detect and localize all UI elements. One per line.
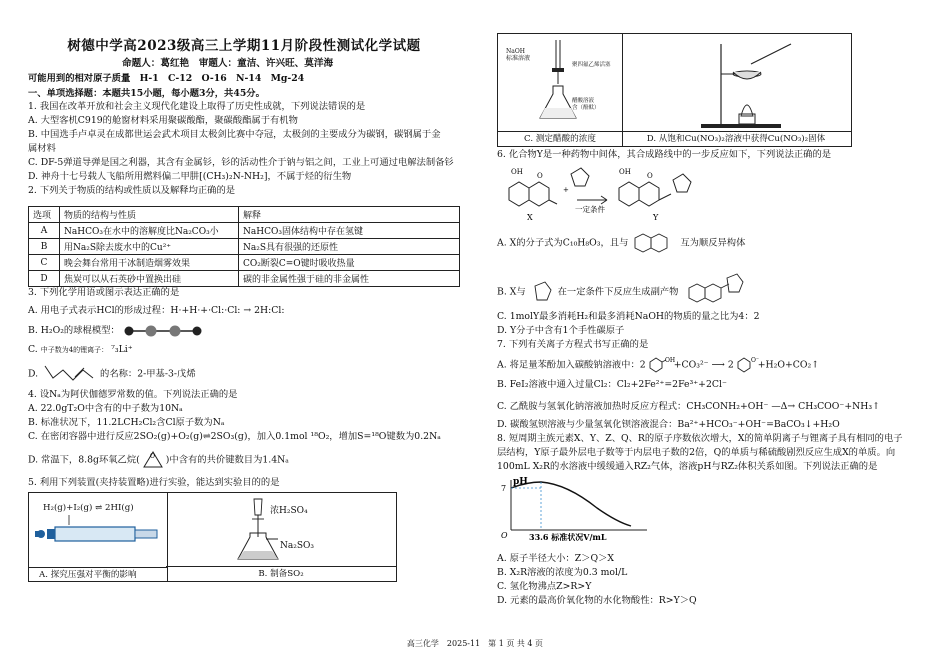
phenoxide-icon (734, 356, 758, 374)
table-cell: NaHCO₃固体结构中存在氢键 (239, 223, 460, 239)
graph-7-label: 7 (501, 484, 507, 493)
q1-option-c: C. DF-5弹道导弹是国之利器，其含有金属钐，钐的活动性介于钠与铝之间，工业上可通过电解法制备钐 (28, 157, 454, 168)
svg-text:OH: OH (664, 357, 675, 364)
svg-text:OH: OH (619, 168, 631, 176)
table-cell: NaHCO₃在水中的溶解度比Na₂CO₃小 (60, 223, 239, 239)
authors-line: 命题人：葛红艳 审题人：童洁、许兴旺、莫洋海 (122, 58, 334, 69)
svg-text:O: O (149, 453, 155, 460)
table-row (29, 271, 460, 287)
q8-option-b: B. X₂R溶液的浓度为0.3 mol/L (497, 567, 628, 578)
table-cell: C (29, 255, 60, 271)
q8-option-d: D. 元素的最高价氧化物的水化物酸性：R>Y＞Q (497, 595, 697, 606)
evaporation-apparatus-icon (621, 34, 851, 130)
q7-option-a-post: +H₂O+CO₂↑ (757, 359, 820, 371)
table-cell: B (29, 239, 60, 255)
q4-option-c: C. 在密闭容器中进行反应2SO₂(g)+O₂(g)⇌2SO₃(g)，加入0.1mol ¹⁸O₂，增加S=¹⁸O键数为0.2Nₐ (28, 431, 441, 442)
q3-option-c-row (28, 344, 133, 355)
table-cell: CO₂断裂C=O键时吸收热量 (239, 255, 460, 271)
q8-stem-2: 层结构，Y原子最外层电子数等于内层电子数的2倍，Q的单质与稀硫酸剧烈反应生成X的单质。向 (497, 447, 896, 458)
q6-condition: 一定条件 (575, 205, 605, 214)
epoxide-icon (140, 450, 166, 470)
q5-b-bottom-label: Na₂SO₃ (280, 541, 315, 551)
q5-b-caption: B. 制备SO₂ (166, 566, 396, 581)
q7-option-a-pre: A. 将足量苯酚加入碳酸钠溶液中：2 (497, 359, 646, 371)
q6-option-c: C. 1molY最多消耗H₂和最多消耗NaOH的物质的量之比为4：2 (497, 311, 760, 322)
table-cell: 焦炭可以从石英砂中置换出硅 (60, 271, 239, 287)
q8-stem-1: 8. 短周期主族元素X、Y、Z、Q、R的原子序数依次增大，X的简单阴离子与锂离子具有相同的电子 (497, 433, 903, 444)
q2-header-explanation: 解释 (239, 207, 460, 223)
q5-figure-d (621, 33, 852, 147)
exam-title: 树德中学高2023级高三上学期11月阶段性测试化学试题 (67, 38, 421, 54)
table-cell: 晚会舞台常用干冰制造烟雾效果 (60, 255, 239, 271)
table-row (29, 255, 460, 271)
table-cell: 碳的非金属性强于硅的非金属性 (239, 271, 460, 287)
q3-option-c-label: C. (28, 344, 38, 355)
q2-header-option: 选项 (29, 207, 60, 223)
q5-c-acid-1: 醋酸溶液 (572, 98, 595, 104)
table-cell: Na₂S具有很强的还原性 (239, 239, 460, 255)
q5-c-ptfe-label: 聚四氟乙烯活塞 (572, 62, 611, 68)
q7-option-a-mid: +CO₃²⁻ ⟶ 2 (673, 359, 734, 371)
q1-stem: 1. 我国在改革开放和社会主义现代化建设上取得了历史性成就，下列说法错误的是 (28, 101, 366, 112)
svg-text:O⁻: O⁻ (750, 357, 759, 364)
q2-header-property: 物质的结构与性质 (60, 207, 239, 223)
svg-text:OH: OH (511, 168, 523, 176)
q1-option-b-cont: 属材料 (28, 143, 56, 154)
byproduct-structure-icon (681, 270, 761, 314)
q6-reaction-scheme (497, 160, 857, 222)
page-footer: 高三化学 2025-11 第 1 页 共 4 页 (406, 639, 544, 648)
q8-stem-3: 100mL X₂R的水溶液中缓缓通入RZ₂气体，溶液pH与RZ₂体积关系如图。下列说法正确的是 (497, 461, 878, 472)
skeletal-formula-icon (41, 362, 97, 386)
q7-option-a-row (497, 356, 819, 374)
q3-option-d-row (28, 362, 196, 386)
q6-option-a-post: 互为顺反异构体 (680, 237, 746, 249)
q5-c-caption: C. 测定醋酸的浓度 (498, 131, 622, 146)
q2-stem: 2. 下列关于物质的结构或性质以及解释均正确的是 (28, 185, 236, 196)
q5-a-equation: H₂(g)+I₂(g) ⇌ 2HI(g) (43, 503, 134, 513)
q1-option-a: A. 大型客机C919的舱窗材料采用聚碳酸酯，聚碳酸酯属于有机物 (28, 115, 298, 126)
q6-option-d: D. Y分子中含有1个手性碳原子 (497, 325, 625, 336)
q6-option-a-pre: A. X的分子式为C₁₀H₈O₃，且与 (497, 237, 629, 249)
q4-option-a: A. 22.0gT₂O中含有的中子数为10Nₐ (28, 403, 183, 414)
graph-ph-label: pH (513, 477, 528, 487)
svg-text:O: O (537, 172, 543, 180)
section-heading: 一、单项选择题：本题共15小题，每小题3分，共45分。 (28, 88, 265, 99)
q6-option-a-row (497, 228, 745, 258)
graph-x-label: 33.6 标准状况V/mL (529, 532, 607, 542)
phenol-icon (646, 356, 674, 374)
q6-option-b-row (497, 270, 761, 314)
lactone-icon (529, 280, 555, 304)
q6-option-b-mid: 在一定条件下反应生成副产物 (557, 286, 679, 298)
q5-figure-b (166, 492, 397, 582)
q6-stem: 6. 化合物Y是一种药物中间体，其合成路线中的一步反应如下，下列说法正确的是 (497, 149, 832, 160)
svg-text:+: + (563, 186, 569, 194)
table-cell: 用Na₂S除去废水中的Cu²⁺ (60, 239, 239, 255)
q6-option-b-pre: B. X与 (497, 286, 526, 298)
q5-c-naoh-2: 标准溶液 (506, 55, 531, 62)
isomer-structure-icon (631, 228, 677, 258)
q4-option-d-row (28, 450, 289, 470)
q5-stem: 5. 利用下列装置(夹持装置略)进行实验，能达到实验目的的是 (28, 477, 280, 488)
q7-stem: 7. 下列有关离子方程式书写正确的是 (497, 339, 649, 350)
q8-ph-graph (497, 476, 667, 542)
q7-option-d: D. 碳酸氢钡溶液与少量氢氧化钡溶液混合：Ba²⁺+HCO₃⁻+OH⁻=BaCO₃↓+H₂O (497, 419, 840, 430)
q3-option-a: A. 用电子式表示HCl的形成过程：H·+H·+·Cl:·Cl: → 2H:Cl: (28, 305, 285, 316)
q3-option-c-symbol: ⁷₃Li⁺ (111, 344, 133, 355)
atomic-masses: 可能用到的相对原子质量 H-1 C-12 O-16 N-14 Mg-24 (28, 73, 305, 84)
q4-stem: 4. 设Nₐ为阿伏伽德罗常数的值。下列说法正确的是 (28, 389, 238, 400)
table-cell: D (29, 271, 60, 287)
q6-x-label: X (527, 213, 533, 222)
table-row (29, 239, 460, 255)
table-row (29, 223, 460, 239)
q4-option-d-pre: D. 常温下，8.8g环氧乙烷( (28, 454, 140, 466)
q5-c-acid-2: 含（酚酞） (572, 105, 600, 111)
q3-stem: 3. 下列化学用语或图示表达正确的是 (28, 287, 180, 298)
q5-d-caption: D. 从饱和Cu(NO₃)₂溶液中获得Cu(NO₃)₂固体 (621, 131, 851, 146)
q6-y-label: Y (653, 213, 659, 222)
q5-figure-a (28, 492, 168, 582)
graph-origin: O (501, 531, 508, 540)
ball-stick-model (123, 325, 203, 337)
q2-table-wrap (28, 206, 460, 287)
q5-c-naoh-1: NaOH (506, 48, 525, 55)
q3-option-d-text: 的名称：2-甲基-3-戊烯 (100, 368, 196, 380)
syringe-apparatus-icon (29, 511, 165, 571)
q5-figure-c (497, 33, 623, 147)
q1-option-d: D. 神舟十七号载人飞船所用燃料偏二甲肼[(CH₃)₂N-NH₂]，不属于烃的衍生物 (28, 171, 352, 182)
q2-table (28, 206, 460, 287)
q3-option-b-row (28, 322, 203, 337)
q5-b-top-label: 浓H₂SO₄ (270, 506, 308, 516)
q4-option-d-post: )中含有的共价键数目为1.4Nₐ (165, 454, 289, 466)
q7-option-c: C. 乙酰胺与氢氧化钠溶液加热时反应方程式：CH₃CONH₂+OH⁻ —Δ→ CH₃COO⁻+NH₃↑ (497, 401, 880, 412)
q4-option-b: B. 标准状况下，11.2LCH₂Cl₂含Cl原子数为Nₐ (28, 417, 225, 428)
q5-a-caption: A. 探究压强对平衡的影响 (29, 567, 167, 581)
q3-option-c-text: 中子数为4的锂离子： (40, 346, 109, 354)
svg-text:O: O (647, 172, 653, 180)
q3-option-b: B. H₂O₂的球棍模型： (28, 325, 120, 336)
ph-curve (511, 482, 631, 526)
q8-option-a: A. 原子半径大小：Z＞Q＞X (497, 553, 614, 564)
q1-option-b: B. 中国选手卢卓灵在成都世运会武术项目太极剑比赛中夺冠，太极剑的主要成分为碳钢，碳钢属于金 (28, 129, 441, 140)
q8-option-c: C. 氢化物沸点Z>R>Y (497, 581, 592, 592)
q3-option-d-label: D. (28, 368, 39, 380)
q7-option-b: B. FeI₂溶液中通入过量Cl₂：Cl₂+2Fe²⁺=2Fe³⁺+2Cl⁻ (497, 379, 727, 390)
table-cell: A (29, 223, 60, 239)
titration-apparatus-icon (498, 34, 622, 130)
